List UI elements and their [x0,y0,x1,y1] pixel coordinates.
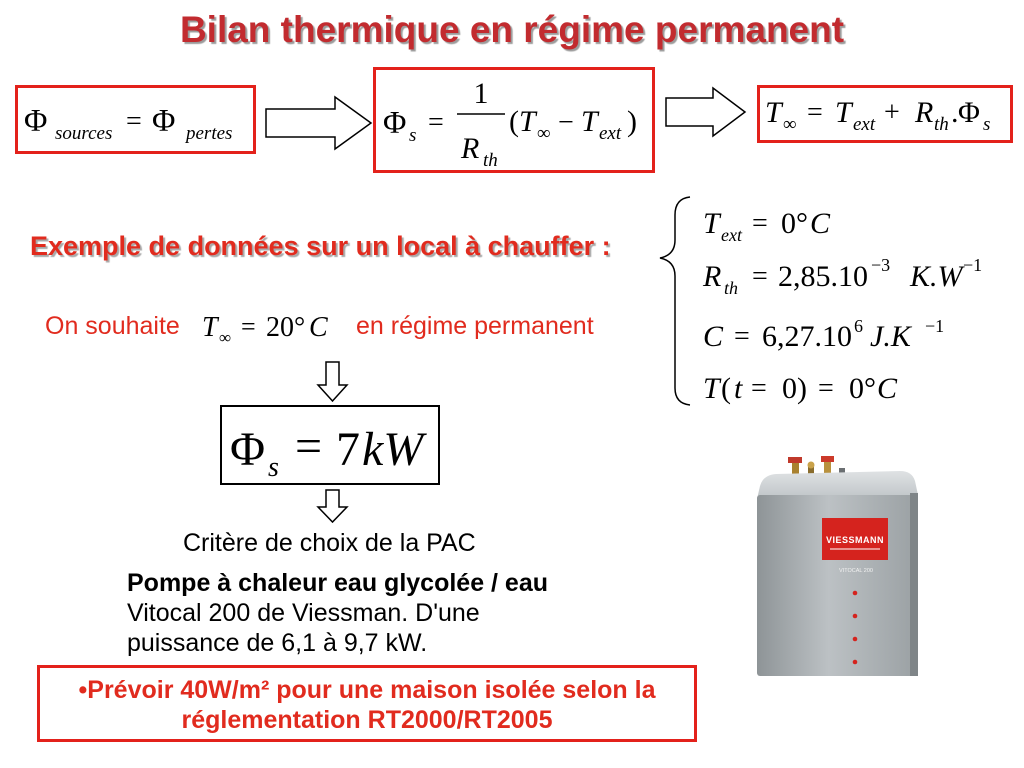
equals-sign: = [752,208,768,239]
selection-criterion: Critère de choix de la PAC [183,529,476,557]
phi-symbol: Φ [152,102,176,138]
model-label: VITOCAL 200 [839,568,873,574]
subscript-ext: ext [599,123,622,144]
r-th-equation [702,255,982,298]
fraction-denominator: R [461,132,480,165]
r-symbol: R [703,260,722,293]
flux-equation [375,69,654,172]
equals-sign: = [807,97,823,128]
valve-cap [788,457,802,463]
result-equation [759,87,1012,142]
equals-sign: = [818,373,834,404]
required-power-equation [221,406,439,484]
t-ext-symbol: T [835,96,852,129]
multiply-dot: . [951,96,959,129]
phi-symbol: Φ [24,102,48,138]
phi-symbol: Φ [383,104,407,140]
r-th-symbol: R [915,96,934,129]
unit: J.K [870,320,911,353]
unit: C [309,312,328,343]
valve-cap [821,456,834,462]
indicator-dot [853,591,858,596]
value: 0° [849,372,876,405]
target-suffix: en régime permanent [356,312,594,340]
heat-pump-description-line: puissance de 6,1 à 9,7 kW. [127,629,428,657]
equals-sign: = [752,261,768,292]
t-infinity-symbol: T [765,96,782,129]
subscript-s: s [268,452,279,483]
plus-sign: + [884,97,900,128]
note-line: réglementation RT2000/RT2005 [181,706,553,734]
energy-balance-equation [17,87,255,153]
t-infinity-symbol: T [519,105,536,138]
unit: C [810,207,831,240]
mantissa: 6,27.10 [762,320,852,353]
c-symbol: C [703,320,724,353]
heat-pump-image [757,456,918,676]
power-unit: kW [362,423,424,476]
heat-pump-description-line: Vitocal 200 de Viessman. D'une [127,599,480,627]
cabinet-top [757,471,918,499]
instant-value: 0 [782,372,797,405]
equals-sign: = [241,312,256,341]
t-ext-symbol: T [581,105,598,138]
indicator-dot [853,637,858,642]
subscript-th: th [483,150,498,171]
subscript-sources: sources [55,123,113,144]
down-arrow-icon [318,490,347,522]
equals-sign: = [126,106,142,137]
heat-pump-heading: Pompe à chaleur eau glycolée / eau [127,569,549,597]
subscript-ext: ext [721,225,742,245]
unit: K.W [910,260,963,293]
subscript-infinity: ∞ [219,328,232,347]
fitting [808,462,815,469]
equals-sign: = [734,321,750,352]
initial-temperature-equation [703,372,898,405]
time-variable: t [734,372,743,405]
close-parenthesis: ) [797,372,807,405]
indicator-dot [853,614,858,619]
down-arrow-icon [318,362,347,401]
example-heading: Exemple de données sur un local à chauffer : [30,231,611,261]
subscript-s: s [409,125,417,146]
open-parenthesis: ( [721,372,731,405]
note-box [37,665,697,742]
right-arrow-icon [266,97,371,149]
brand-logo-text: VIESSMANN [825,535,885,545]
t-infinity-symbol: T [202,312,218,343]
cabinet-side [910,493,918,676]
fraction-numerator: 1 [473,77,489,110]
room-data-list [702,207,982,405]
subscript-th: th [934,114,949,135]
unit-exponent: −1 [925,316,945,336]
phi-symbol: Φ [958,96,980,129]
note-line: •Prévoir 40W/m² pour une maison isolée selon la [78,676,656,704]
subscript-infinity: ∞ [783,114,797,135]
unit: C [877,372,898,405]
t-symbol: T [703,207,720,240]
target-prefix: On souhaite [45,312,180,340]
subscript-th: th [724,278,739,298]
value: 0° [781,207,808,240]
subscript-infinity: ∞ [537,123,551,144]
open-parenthesis: ( [509,105,519,138]
equals-sign: = [751,373,767,404]
unit-exponent: −1 [963,255,983,275]
equals-sign: = [295,420,323,473]
phi-symbol: Φ [230,423,266,476]
exponent: 6 [854,316,863,336]
mantissa: 2,85.10 [778,260,868,293]
indicator-dot [853,660,858,665]
capacity-equation [703,316,944,353]
exponent: −3 [871,255,891,275]
right-arrow-icon [666,88,745,136]
value: 20° [266,312,306,343]
minus-sign: − [558,107,574,138]
heat-pump-description [127,568,548,658]
power-value: 7 [336,423,360,476]
t-ext-equation [703,207,831,245]
left-brace-icon [660,197,690,405]
target-temperature-equation [202,312,328,347]
subscript-pertes: pertes [186,123,233,144]
equals-sign: = [428,107,444,138]
close-parenthesis: ) [627,105,637,138]
page-title: Bilan thermique en régime permanent [179,9,845,50]
t-symbol: T [703,372,720,405]
subscript-ext: ext [853,114,876,135]
subscript-s: s [983,114,991,135]
